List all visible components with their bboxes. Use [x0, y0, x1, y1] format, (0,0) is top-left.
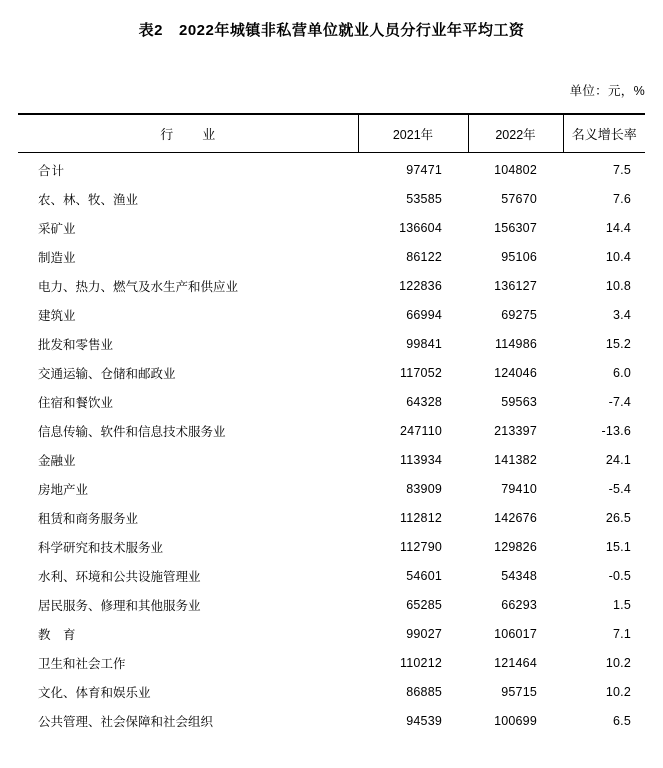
table-row — [18, 475, 645, 504]
page-title — [0, 20, 663, 41]
cell-growth-rate: 15.1 — [605, 540, 631, 554]
unit-note: 单位：元，% — [569, 84, 645, 98]
cell-industry: 科学研究和技术服务业 — [38, 541, 164, 555]
table-title: 2022年城镇非私营单位就业人员分行业年平均工资 — [178, 22, 525, 39]
table-header-row — [18, 114, 645, 153]
cell-2021-wage: 65285 — [406, 598, 442, 612]
cell-industry: 水利、环境和公共设施管理业 — [38, 570, 201, 584]
cell-2021-wage: 53585 — [406, 192, 442, 206]
cell-growth-rate: -7.4 — [608, 395, 631, 409]
cell-industry: 制造业 — [38, 251, 76, 265]
cell-industry: 金融业 — [38, 454, 76, 468]
table-row — [18, 153, 645, 185]
cell-growth-rate: 6.0 — [613, 366, 631, 380]
cell-growth-rate: 10.2 — [605, 685, 631, 699]
cell-2021-wage: 94539 — [406, 714, 442, 728]
cell-2022-wage: 141382 — [494, 453, 537, 467]
cell-growth-rate: 10.4 — [605, 250, 631, 264]
cell-growth-rate: -13.6 — [601, 424, 631, 438]
cell-2022-wage: 95106 — [501, 250, 537, 264]
table-row — [18, 330, 645, 359]
cell-industry: 合计 — [38, 164, 66, 178]
cell-2021-wage: 54601 — [406, 569, 442, 583]
cell-2021-wage: 99841 — [406, 337, 442, 351]
cell-2021-wage: 110212 — [400, 656, 442, 670]
cell-industry: 建筑业 — [38, 309, 76, 323]
cell-2022-wage: 121464 — [494, 656, 537, 670]
cell-2022-wage: 213397 — [494, 424, 537, 438]
cell-industry: 批发和零售业 — [38, 338, 114, 352]
cell-2022-wage: 59563 — [501, 395, 537, 409]
cell-growth-rate: 24.1 — [605, 453, 631, 467]
cell-industry: 住宿和餐饮业 — [38, 396, 114, 410]
table-row — [18, 562, 645, 591]
cell-industry: 居民服务、修理和其他服务业 — [38, 599, 201, 613]
column-header-industry: 行 业 — [18, 114, 358, 153]
cell-growth-rate: -5.4 — [608, 482, 631, 496]
cell-industry: 交通运输、仓储和邮政业 — [38, 367, 176, 381]
cell-2022-wage: 100699 — [494, 714, 537, 728]
cell-2022-wage: 129826 — [494, 540, 537, 554]
table-row — [18, 301, 645, 330]
cell-2021-wage: 112790 — [400, 540, 442, 554]
cell-2021-wage: 86122 — [406, 250, 442, 264]
cell-2021-wage: 117052 — [400, 366, 442, 380]
column-header-2021: 2021年 — [358, 114, 468, 153]
table-row — [18, 707, 645, 736]
cell-2021-wage: 122836 — [399, 279, 442, 293]
cell-growth-rate: 7.1 — [613, 627, 631, 641]
table-row — [18, 214, 645, 243]
cell-2021-wage: 113934 — [400, 453, 442, 467]
cell-2022-wage: 124046 — [494, 366, 537, 380]
cell-2022-wage: 104802 — [494, 163, 537, 177]
cell-2022-wage: 142676 — [494, 511, 537, 525]
cell-growth-rate: 7.6 — [613, 192, 631, 206]
cell-2021-wage: 66994 — [406, 308, 442, 322]
table-row — [18, 533, 645, 562]
cell-2022-wage: 156307 — [494, 221, 537, 235]
table-row — [18, 591, 645, 620]
cell-2022-wage: 54348 — [501, 569, 537, 583]
cell-growth-rate: 6.5 — [613, 714, 631, 728]
wage-table — [18, 113, 645, 736]
cell-2021-wage: 247110 — [400, 424, 442, 438]
table-row — [18, 185, 645, 214]
column-header-growth-rate: 名义增长率 — [563, 114, 645, 153]
table-row — [18, 678, 645, 707]
cell-industry: 房地产业 — [38, 483, 89, 497]
document-page — [0, 20, 663, 768]
cell-industry: 租赁和商务服务业 — [38, 512, 139, 526]
cell-2022-wage: 136127 — [494, 279, 537, 293]
table-row — [18, 388, 645, 417]
table-body — [18, 153, 645, 736]
cell-2021-wage: 112812 — [400, 511, 442, 525]
cell-2021-wage: 136604 — [399, 221, 442, 235]
table-number: 表2 — [138, 22, 163, 39]
cell-industry: 文化、体育和娱乐业 — [38, 686, 151, 700]
cell-growth-rate: 10.8 — [605, 279, 631, 293]
cell-2021-wage: 99027 — [406, 627, 442, 641]
cell-2021-wage: 64328 — [406, 395, 442, 409]
table-row — [18, 359, 645, 388]
cell-growth-rate: 10.2 — [605, 656, 631, 670]
cell-growth-rate: 14.4 — [605, 221, 631, 235]
cell-2022-wage: 106017 — [494, 627, 537, 641]
cell-2021-wage: 97471 — [406, 163, 442, 177]
table-row — [18, 417, 645, 446]
table-row — [18, 243, 645, 272]
table-header — [18, 114, 645, 153]
table-row — [18, 649, 645, 678]
cell-growth-rate: -0.5 — [608, 569, 631, 583]
cell-growth-rate: 26.5 — [605, 511, 631, 525]
cell-growth-rate: 1.5 — [613, 598, 631, 612]
cell-2021-wage: 83909 — [406, 482, 442, 496]
cell-industry: 信息传输、软件和信息技术服务业 — [38, 425, 226, 439]
cell-growth-rate: 7.5 — [613, 163, 631, 177]
cell-industry: 公共管理、社会保障和社会组织 — [38, 715, 214, 729]
cell-2022-wage: 95715 — [501, 685, 537, 699]
cell-industry: 教 育 — [38, 628, 76, 642]
cell-industry: 电力、热力、燃气及水生产和供应业 — [38, 280, 239, 294]
table-row — [18, 446, 645, 475]
column-header-2022: 2022年 — [468, 114, 563, 153]
cell-2022-wage: 66293 — [501, 598, 537, 612]
table-row — [18, 504, 645, 533]
cell-industry: 采矿业 — [38, 222, 76, 236]
cell-industry: 卫生和社会工作 — [38, 657, 126, 671]
cell-growth-rate: 3.4 — [613, 308, 631, 322]
cell-2022-wage: 57670 — [501, 192, 537, 206]
cell-2021-wage: 86885 — [406, 685, 442, 699]
cell-2022-wage: 79410 — [501, 482, 537, 496]
cell-growth-rate: 15.2 — [605, 337, 631, 351]
table-row — [18, 272, 645, 301]
cell-2022-wage: 114986 — [495, 337, 537, 351]
cell-industry: 农、林、牧、渔业 — [38, 193, 139, 207]
table-row — [18, 620, 645, 649]
cell-2022-wage: 69275 — [501, 308, 537, 322]
